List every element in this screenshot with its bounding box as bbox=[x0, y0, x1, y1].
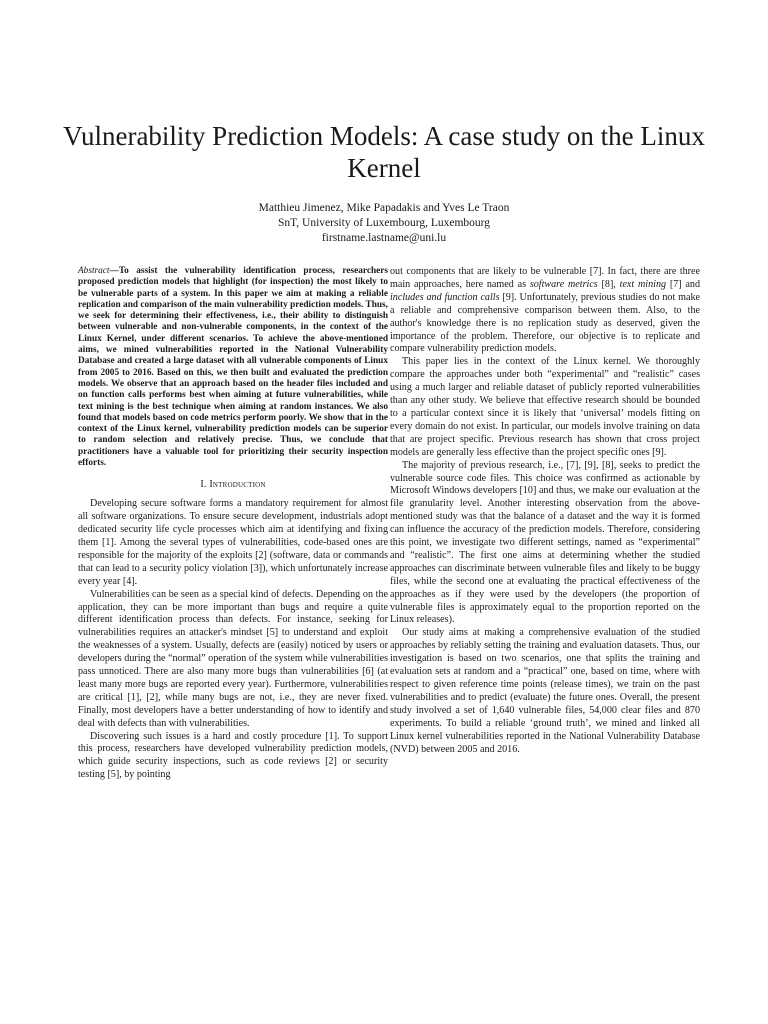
paper-title: Vulnerability Prediction Models: A case study on the Linux Kernel bbox=[63, 121, 705, 183]
intro-paragraph-2: Vulnerabilities can be seen as a special kind of defects. Depending on the application, they can be more important than bugs and require a quite different identification process than defects. For instance, seeking for vulnerabilities requires an attacker's mindset [5] to understand and exploit the weaknesses of a system. Usually, defects are (easily) noticed by users or developers during the “normal” operation of the system while vulnerabilities pass unnoticed. There are also many more bugs than vulnerabilities [6] (at least many more bugs are reported every year). Furthermore, vulnerabilities are critical [1], [2], while many bugs are not, i.e., they are never fixed. Finally, most developers have a better understanding of how to identify and deal with defects than with vulnerabilities. bbox=[78, 588, 388, 729]
text-run: [8], bbox=[597, 278, 620, 290]
intro-paragraph-5: The majority of previous research, i.e., [7], [9], [8], seeks to predict the vulnerable source code files. This choice was confirmed as actionable by Microsoft Windows developers [10] and thus, we make our evaluation at the file granularity level. Another interesting observation from the above-mentioned study was that the balance of a dataset and the way it is formed can influence the accuracy of the prediction models. Therefore, considering this point, we investigate two different settings, named as “experimental” and “realistic”. The first one aims at determining whether the studied approaches can discriminate between vulnerable files and likely to be buggy files, while the second one at evaluating the practical effectiveness of the approaches as if they were used by the developers (the proportion of vulnerable files is approximately equal to the proportion reported on the Linux releases). bbox=[390, 459, 700, 626]
section-number: I. bbox=[200, 479, 207, 491]
left-column bbox=[78, 266, 388, 782]
right-column bbox=[390, 266, 700, 756]
continued-paragraph bbox=[390, 266, 700, 356]
abstract bbox=[78, 266, 388, 469]
term-text-mining: text mining bbox=[619, 278, 667, 290]
text-run: out components that are likely to be vulnerable [7]. In fact, there are three main approaches, here named as bbox=[390, 266, 700, 290]
text-run: [9]. Unfortunately, previous studies do not make a reliable and comprehensive comparison between them. Also, to the author's knowledge there is no replication study as deserved, given the importance of the problem. Therefore, our objective is to replicate and compare vulnerability prediction models. bbox=[390, 291, 700, 355]
abstract-lead: Abstract bbox=[78, 266, 110, 276]
intro-paragraph-6: Our study aims at making a comprehensive evaluation of the studied approaches by reliably setting the training and evaluation datasets. Thus, our investigation is based on two scenarios, one that splits the training and evaluation sets at random and a “practical” one, based on time, where with respect to given reference time points (release times), we train on the past vulnerabilities and to predict (evaluate) the future ones. Overall, the present study involved a set of 1,640 vulnerable files, 54,000 clear files and 870 experiments. To build a reliable ‘ground truth’, we mined and linked all Linux kernel vulnerabilities reported in the National Vulnerability Database (NVD) between 2005 and 2016. bbox=[390, 627, 700, 755]
text-run: [7] and bbox=[666, 278, 701, 290]
author-block bbox=[60, 201, 708, 246]
abstract-text: —To assist the vulnerability identification process, researchers proposed prediction models that highlight (for inspection) the most likely to be vulnerable parts of a system. In this paper we aim at making a reliable replication and comparison of the main vulnerability prediction models. Thus, we seek for determining their effectiveness, i.e., their ability to distinguish between vulnerable and non-vulnerable components, in the context of the Linux Kernel, under different scenarios. To achieve the above-mentioned aims, we mined vulnerabilities reported in the National Vulnerability Database and created a large dataset with all vulnerable components of Linux from 2005 to 2016. Based on this, we then built and evaluated the prediction models. We observe that an approach based on the header files included and on function calls performs best when aiming at future vulnerabilities, while text mining is the best technique when aiming at random instances. We also found that models based on code metrics perform poorly. We show that in the context of the Linux kernel, vulnerability prediction models can be superior to random selection and relatively precise. Thus, we conclude that practitioners have a valuable tool for prioritizing their security inspection efforts. bbox=[78, 266, 388, 469]
affiliation: SnT, University of Luxembourg, Luxembourg bbox=[277, 217, 491, 229]
contact-email: firstname.lastname@uni.lu bbox=[321, 232, 447, 244]
intro-paragraph-3: Discovering such issues is a hard and costly procedure [1]. To support this process, researchers have developed vulnerability prediction models, which guide security inspections, such as code reviews [2] or security testing [5], by pointing bbox=[78, 730, 388, 781]
intro-paragraph-4: This paper lies in the context of the Linux kernel. We thoroughly compare the approaches under both “experimental” and “realistic” cases using a much larger and reliable dataset of publicly reported vulnerabilities than any other study. We believe that effective research should be bounded to a particular context since it is likely that ‘universal’ models fitting on every domain do not exist. In particular, our models involve training on data that are project specific. Previous research has shown that cross project models are generally less effective than the project specific ones [9]. bbox=[390, 356, 700, 458]
section-title: Introduction bbox=[209, 479, 266, 491]
author-names: Matthieu Jimenez, Mike Papadakis and Yves Le Traon bbox=[258, 202, 510, 214]
term-includes-function-calls: includes and function calls bbox=[390, 291, 500, 303]
intro-paragraph-1: Developing secure software forms a mandatory requirement for almost all software organizations. To ensure secure development, industrials adopt dedicated security life cycle processes which aim at identifying and fixing them [1]. Among the several types of vulnerabilities, code-based ones are responsible for the majority of the exploits [2] (software, data or commands that can lead to a security policy violation [3]), which unfortunately increase every year [4]. bbox=[78, 498, 388, 587]
section-heading-introduction bbox=[78, 479, 388, 492]
term-software-metrics: software metrics bbox=[529, 278, 598, 290]
